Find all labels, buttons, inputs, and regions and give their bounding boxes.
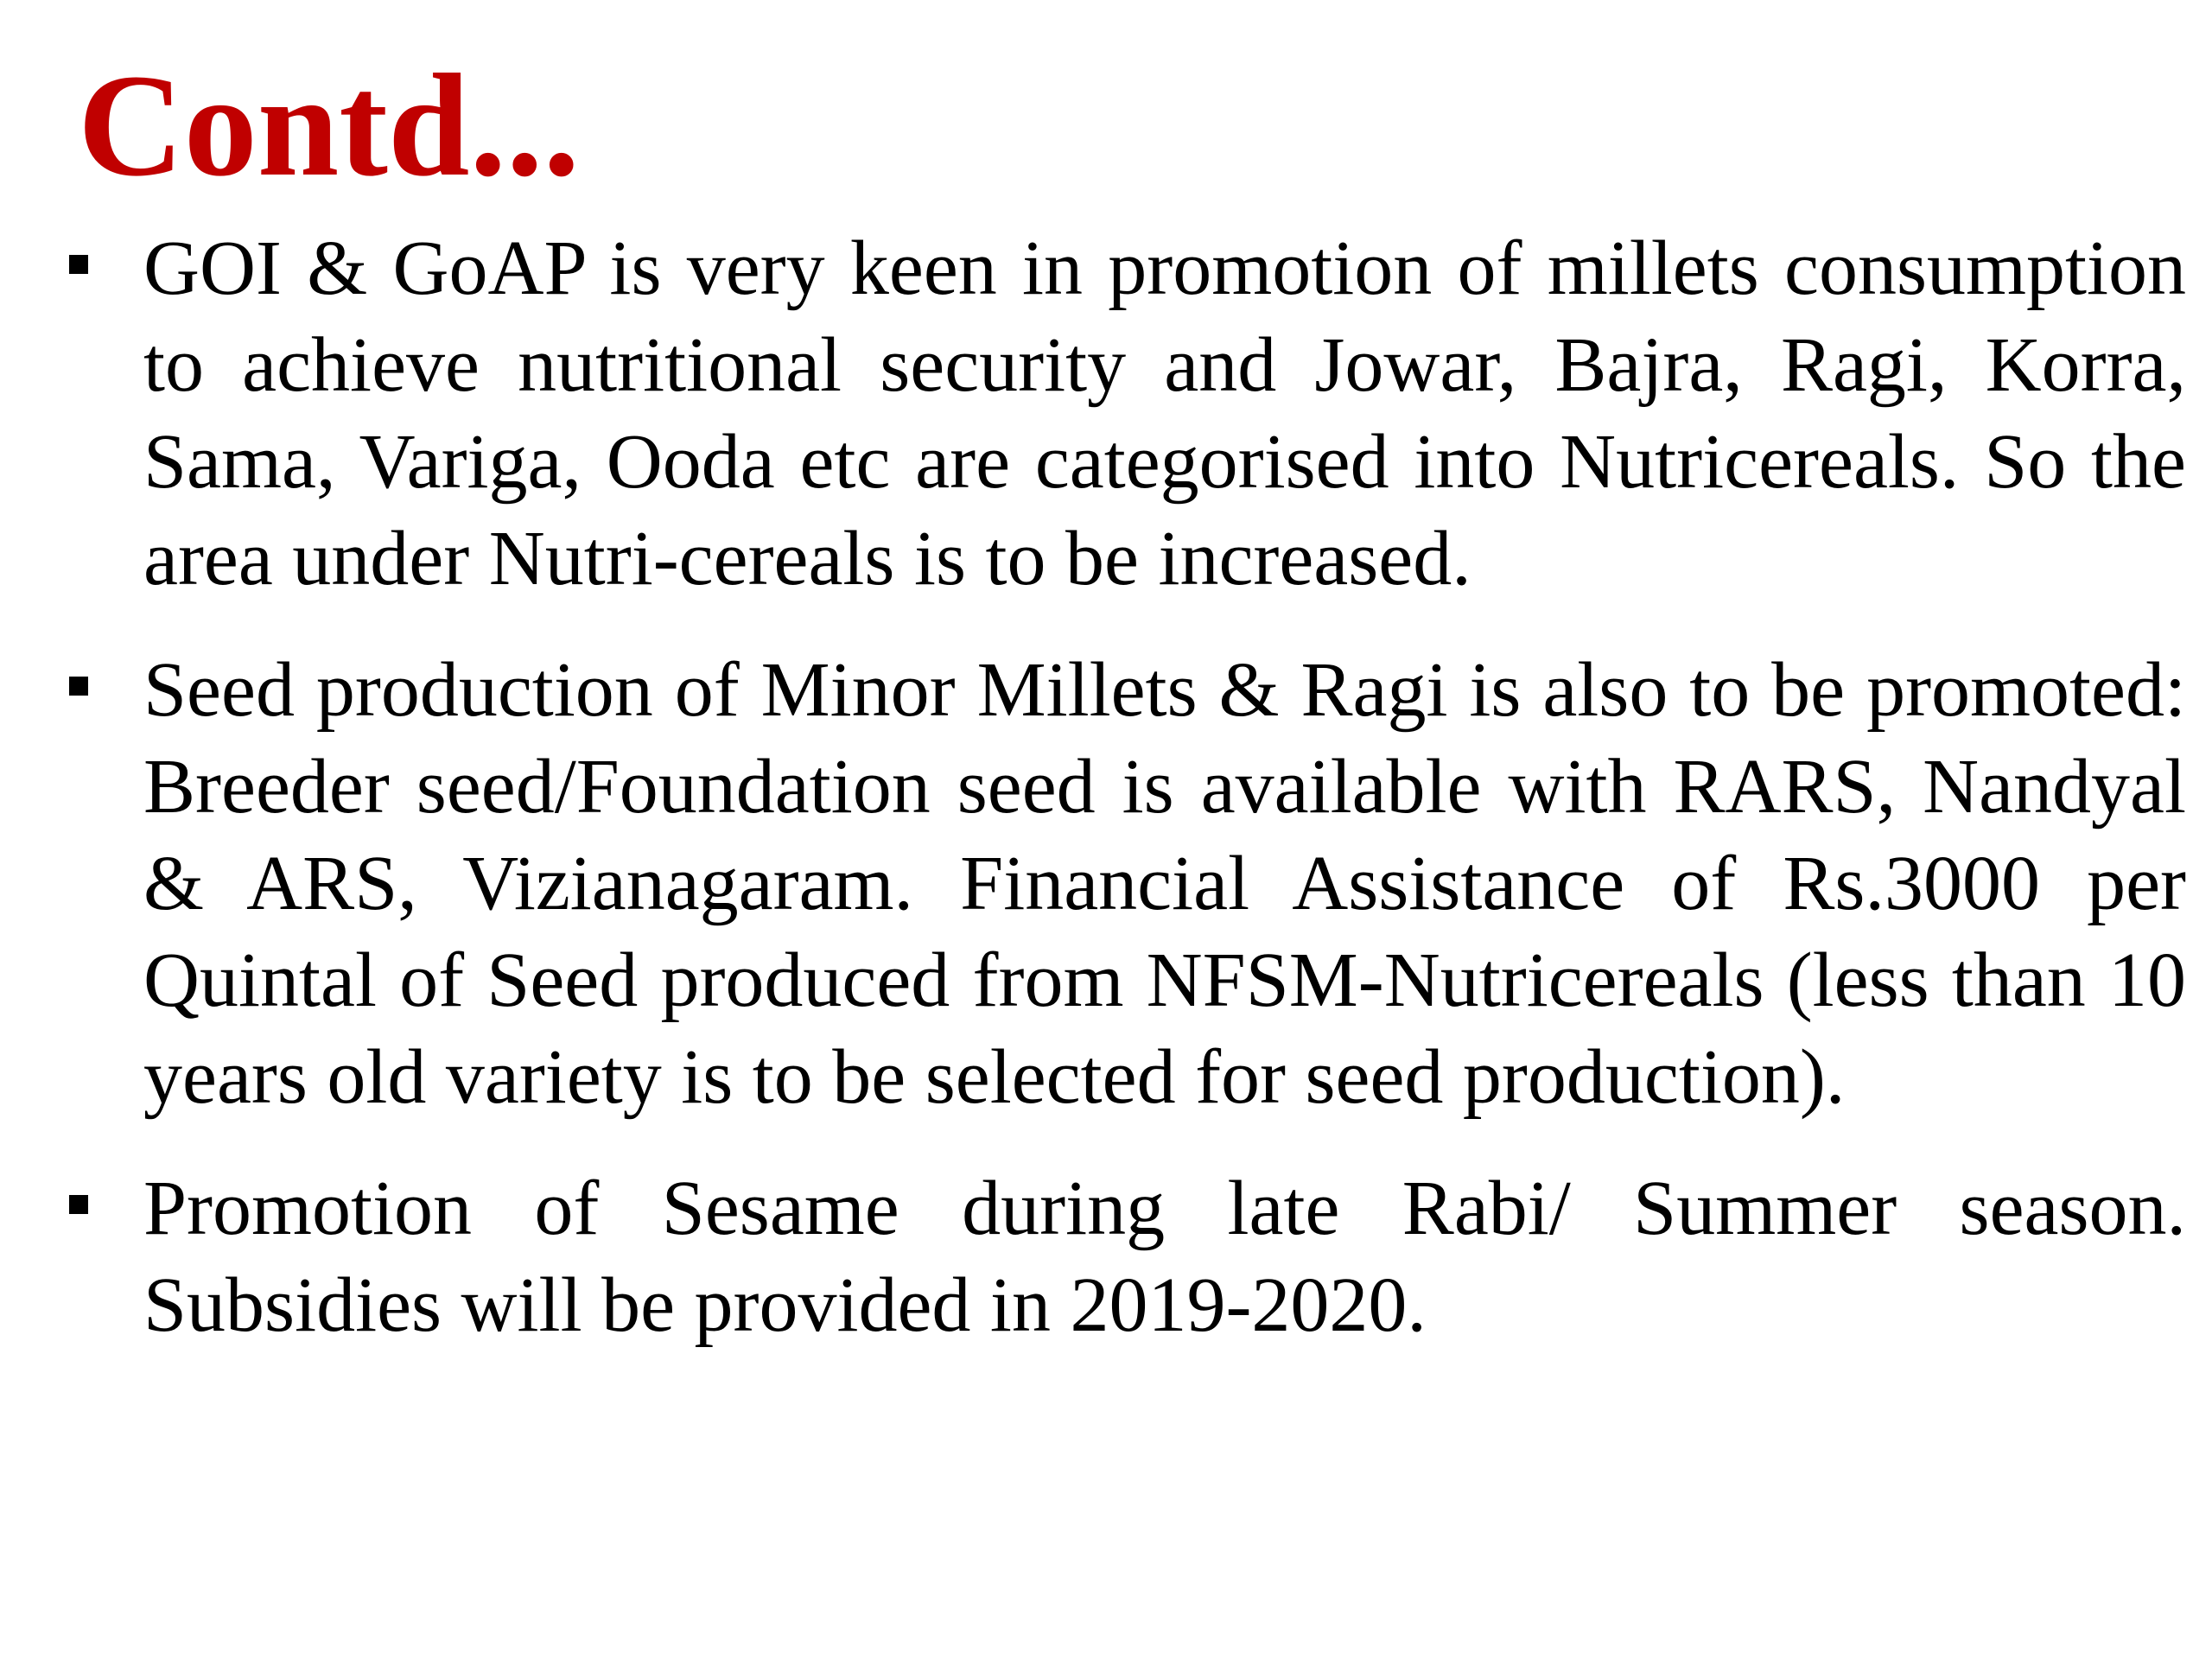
bullet-item xyxy=(69,1160,2186,1354)
bullet-text: Promotion of Sesame during late Rabi/ Summer season. Subsidies will be provided in 2019-2020. xyxy=(143,1166,2186,1348)
bullet-item xyxy=(69,220,2186,607)
bullet-text: GOI & GoAP is very keen in promotion of millets consumption to achieve nutritional security and Jowar, Bajra, Ragi, Korra, Sama, Variga, Ooda etc are categorised into Nutricereals. So the area under Nutri-cereals is to be increased. xyxy=(143,226,2186,601)
square-bullet-icon xyxy=(69,255,88,274)
bullet-text: Seed production of Minor Millets & Ragi is also to be promoted: Breeder seed/Foundation seed is available with RARS, Nandyal & ARS, Vizianagaram. Financial Assistance of Rs.3000 per Quintal of Seed produced from NFSM-Nutricereals (less than 10 years old variety is to be selected for seed production). xyxy=(143,647,2186,1120)
bullet-list xyxy=(69,220,2186,1389)
bullet-item xyxy=(69,642,2186,1126)
square-bullet-icon xyxy=(69,677,88,696)
slide-title: Contd... xyxy=(78,44,580,207)
square-bullet-icon xyxy=(69,1195,88,1214)
